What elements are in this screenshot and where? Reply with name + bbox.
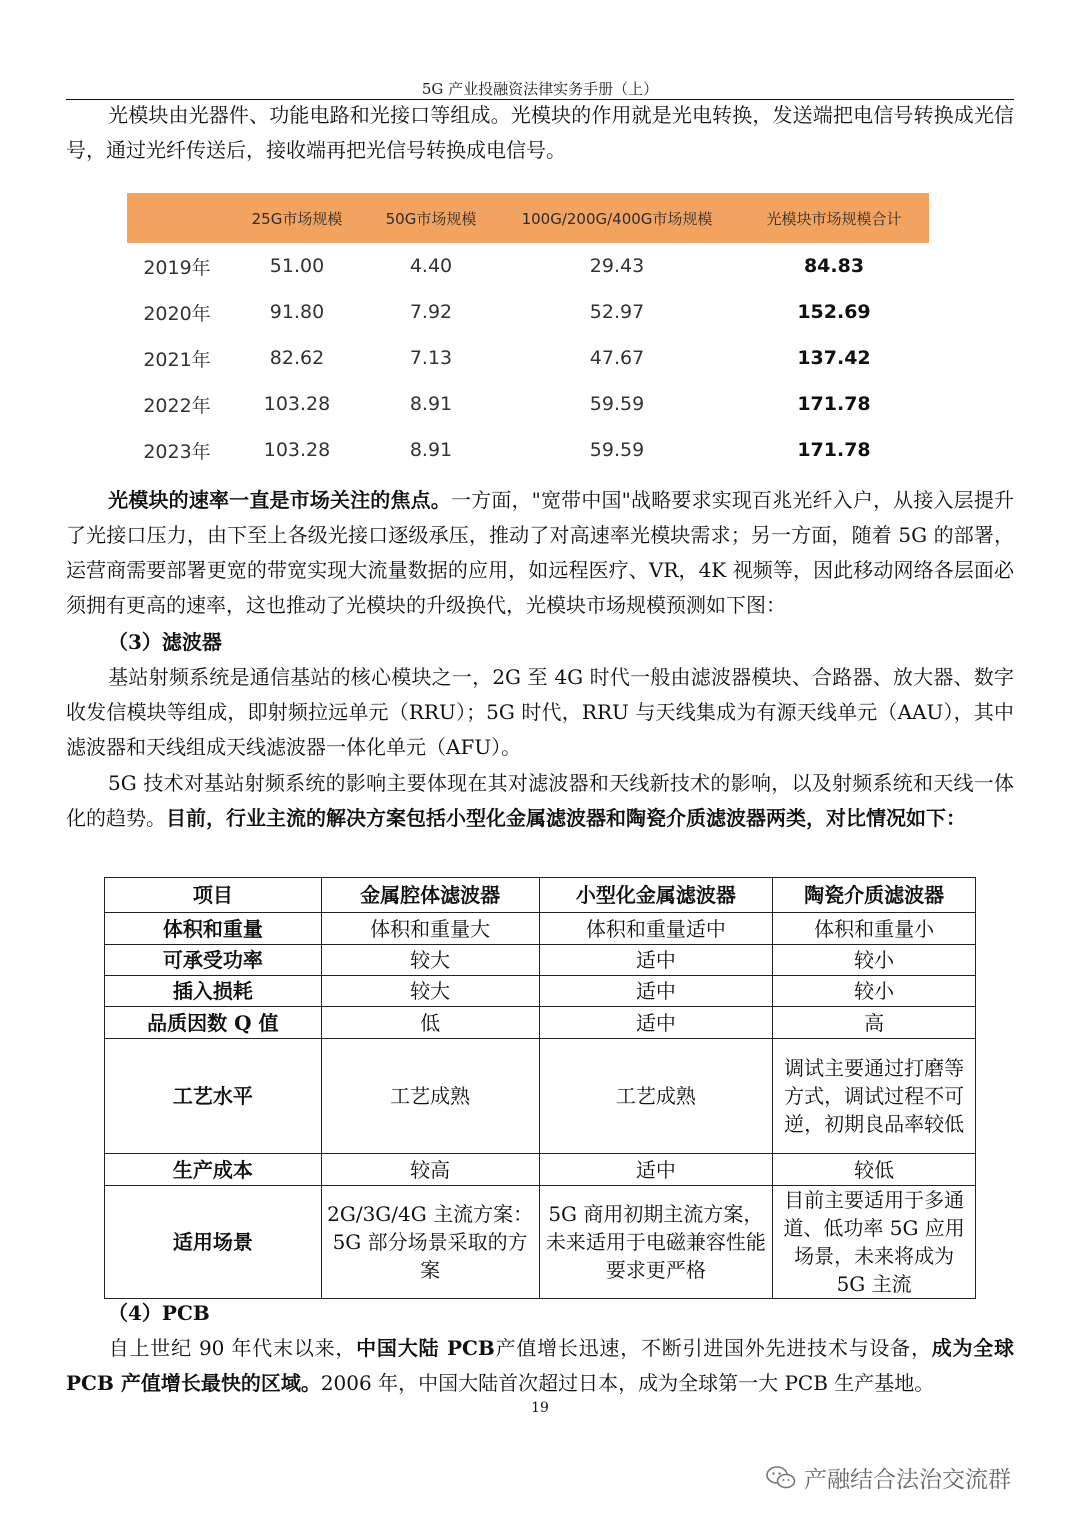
market-cell: 59.59	[589, 439, 645, 461]
market-cell: 152.69	[797, 301, 871, 323]
market-cell: 82.62	[269, 347, 325, 369]
compare-cell: 体积和重量适中	[539, 913, 773, 945]
section-4-heading: （4）PCB	[108, 1301, 210, 1325]
watermark	[766, 1461, 1011, 1494]
compare-row	[105, 1007, 976, 1039]
pcb-bold-1: 中国大陆 PCB	[356, 1336, 495, 1360]
market-table-header	[127, 193, 929, 243]
watermark-text: 产融结合法治交流群	[804, 1467, 1011, 1493]
compare-row	[105, 913, 976, 945]
market-cell: 2020年	[143, 302, 211, 325]
pcb-paragraph	[66, 1331, 1014, 1401]
compare-row-label: 工艺水平	[105, 1039, 322, 1154]
market-row	[127, 289, 929, 335]
market-cell: 137.42	[797, 347, 871, 369]
market-cell: 7.92	[409, 301, 453, 323]
intro-paragraph	[66, 98, 1014, 168]
market-cell: 52.97	[589, 301, 645, 323]
market-cell: 103.28	[263, 439, 331, 461]
compare-cell: 较低	[773, 1154, 976, 1186]
compare-cell: 适中	[539, 1007, 773, 1039]
market-cell: 8.91	[409, 393, 453, 415]
compare-row-label: 插入损耗	[105, 976, 322, 1007]
market-cell: 47.67	[589, 347, 645, 369]
market-cell: 171.78	[797, 439, 871, 461]
compare-row-label: 生产成本	[105, 1154, 322, 1186]
compare-cell: 低	[321, 1007, 539, 1039]
compare-cell: 目前主要适用于多通道、低功率 5G 应用场景，未来将成为 5G 主流	[773, 1186, 976, 1299]
compare-row-label: 可承受功率	[105, 945, 322, 976]
pcb-text-2: 产值增长迅速，不断引进国外先进技术与设备，	[494, 1336, 932, 1360]
market-row	[127, 243, 929, 289]
compare-row	[105, 976, 976, 1007]
compare-cell: 较小	[773, 976, 976, 1007]
pcb-text-3: 2006 年，中国大陆首次超过日本，成为全球第一大 PCB 生产基地。	[320, 1371, 935, 1395]
compare-cell: 调试主要通过打磨等方式，调试过程不可逆，初期良品率较低	[773, 1039, 976, 1154]
market-cell: 2021年	[143, 348, 211, 371]
page-number: 19	[531, 1400, 549, 1416]
compare-header-row	[105, 878, 976, 913]
market-col-25g: 25G市场规模	[251, 209, 343, 228]
intro-text: 光模块由光器件、功能电路和光接口等组成。光模块的作用就是光电转换，发送端把电信号转换成光信号，通过光纤传送后，接收端再把光信号转换成电信号。	[66, 103, 1014, 162]
compare-cell: 5G 商用初期主流方案，未来适用于电磁兼容性能要求更严格	[539, 1186, 773, 1299]
compare-cell: 高	[773, 1007, 976, 1039]
compare-cell: 2G/3G/4G 主流方案：5G 部分场景采取的方案	[321, 1186, 539, 1299]
market-size-table	[127, 193, 929, 473]
section-3-heading: （3）滤波器	[108, 630, 222, 654]
market-cell: 103.28	[263, 393, 331, 415]
market-col-100g: 100G/200G/400G市场规模	[521, 209, 713, 228]
compare-cell: 较高	[321, 1154, 539, 1186]
filter-text-1: 基站射频系统是通信基站的核心模块之一，2G 至 4G 时代一般由滤波器模块、合路器、放大器、数字收发信模块等组成，即射频拉远单元（RRU）；5G 时代，RRU 与天线集成为有源天线单元（AAU），其中滤波器和天线组成天线滤波器一体化单元（AFU）。	[66, 665, 1014, 759]
filter-paragraph-1	[66, 660, 1014, 765]
market-cell: 59.59	[589, 393, 645, 415]
market-cell: 91.80	[269, 301, 325, 323]
compare-header-cell: 小型化金属滤波器	[539, 878, 773, 913]
compare-cell: 较小	[773, 945, 976, 976]
compare-row-label: 适用场景	[105, 1186, 322, 1299]
compare-row-label: 品质因数 Q 值	[105, 1007, 322, 1039]
compare-cell: 体积和重量小	[773, 913, 976, 945]
compare-row	[105, 1039, 976, 1154]
market-row	[127, 335, 929, 381]
running-header: 5G 产业投融资法律实务手册（上）	[421, 80, 659, 98]
wechat-icon	[766, 1465, 796, 1491]
compare-row	[105, 945, 976, 976]
market-cell: 7.13	[409, 347, 453, 369]
market-cell: 84.83	[803, 255, 865, 277]
pcb-text-1: 自上世纪 90 年代末以来，	[108, 1336, 357, 1360]
filter-comparison-table	[104, 877, 976, 1299]
compare-cell: 工艺成熟	[321, 1039, 539, 1154]
compare-cell: 较大	[321, 945, 539, 976]
market-col-50g: 50G市场规模	[385, 209, 477, 228]
filter-text-2: 5G 技术对基站射频系统的影响主要体现在其对滤波器和天线新技术的影响，以及射频系统和天线一体化的趋势。	[66, 771, 1014, 830]
market-row	[127, 381, 929, 427]
market-cell: 51.00	[269, 255, 325, 277]
market-cell: 171.78	[797, 393, 871, 415]
market-cell: 2022年	[143, 394, 211, 417]
compare-row	[105, 1186, 976, 1299]
market-cell: 8.91	[409, 439, 453, 461]
compare-row	[105, 1154, 976, 1186]
compare-cell: 较大	[321, 976, 539, 1007]
filter-bold-2: 目前，行业主流的解决方案包括小型化金属滤波器和陶瓷介质滤波器两类，对比情况如下：	[166, 806, 966, 830]
compare-header-cell: 项目	[105, 878, 322, 913]
compare-cell: 适中	[539, 1154, 773, 1186]
compare-cell: 适中	[539, 976, 773, 1007]
compare-header-cell: 金属腔体滤波器	[321, 878, 539, 913]
compare-row-label: 体积和重量	[105, 913, 322, 945]
compare-header-cell: 陶瓷介质滤波器	[773, 878, 976, 913]
rate-text: 一方面，"宽带中国"战略要求实现百兆光纤入户，从接入层提升了光接口压力，由下至上各级光接口逐级承压，推动了对高速率光模块需求；另一方面，随着 5G 的部署，运营商需要部署更宽的带宽实现大流量数据的应用，如远程医疗、VR，4K 视频等，因此移动网络各层面必须拥有更高的速率，这也推动了光模块的升级换代，光模块市场规模预测如下图：	[66, 488, 1015, 617]
compare-cell: 适中	[539, 945, 773, 976]
compare-cell: 工艺成熟	[539, 1039, 773, 1154]
pcb-bold-2: 成为全球 PCB 产值增长最快的区域。	[66, 1336, 1015, 1395]
market-cell: 2023年	[143, 440, 211, 463]
rate-paragraph	[66, 483, 1014, 623]
market-row	[127, 427, 929, 473]
filter-paragraph-2	[66, 766, 1014, 836]
market-cell: 2019年	[143, 256, 211, 279]
rate-bold: 光模块的速率一直是市场关注的焦点。	[108, 488, 451, 512]
market-cell: 29.43	[589, 255, 645, 277]
market-col-total: 光模块市场规模合计	[766, 209, 902, 228]
market-cell: 4.40	[409, 255, 453, 277]
compare-cell: 体积和重量大	[321, 913, 539, 945]
